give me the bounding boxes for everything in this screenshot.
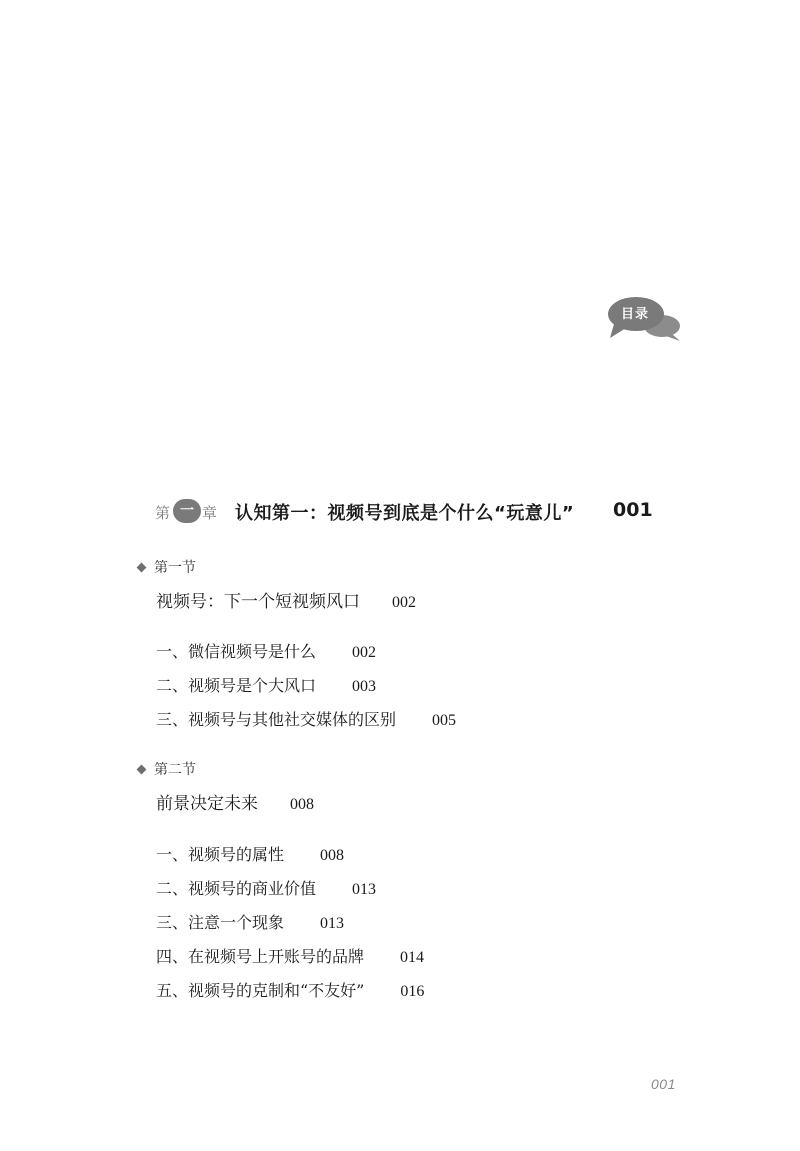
chapter-number: 一 xyxy=(180,503,194,519)
item-page-number: 005 xyxy=(432,712,457,729)
chapter-suffix: 章 xyxy=(202,504,218,522)
toc-item[interactable]: 五、视频号的克制和“不友好” 016 xyxy=(156,981,425,1000)
item-page-number: 014 xyxy=(400,949,425,966)
section-title[interactable]: 视频号：下一个短视频风口 002 xyxy=(156,592,416,612)
chapter-heading[interactable] xyxy=(155,497,675,527)
item-page-number: 013 xyxy=(352,881,377,898)
section-page-number: 008 xyxy=(290,796,314,813)
section-label: 第一节 xyxy=(138,557,196,577)
toc-item[interactable]: 三、注意一个现象 013 xyxy=(156,913,345,932)
item-page-number: 013 xyxy=(320,915,345,932)
chapter-page-number: 001 xyxy=(613,499,653,521)
toc-item[interactable]: 四、在视频号上开账号的品牌 014 xyxy=(156,947,425,966)
toc-item[interactable]: 二、视频号的商业价值 013 xyxy=(156,879,377,898)
toc-item[interactable]: 一、微信视频号是什么 002 xyxy=(156,642,377,661)
section-title[interactable]: 前景决定未来 008 xyxy=(156,794,314,814)
item-page-number: 003 xyxy=(352,678,377,695)
item-page-number: 008 xyxy=(320,847,345,864)
toc-item[interactable]: 三、视频号与其他社交媒体的区别 005 xyxy=(156,710,457,729)
toc-label: 目录 xyxy=(620,307,649,322)
toc-badge xyxy=(606,294,684,344)
toc-item[interactable]: 一、视频号的属性 008 xyxy=(156,845,345,864)
folio-page-number: 001 xyxy=(651,1076,676,1092)
section-label: 第二节 xyxy=(138,759,196,779)
chapter-number-badge xyxy=(173,499,201,523)
chapter-prefix: 第 xyxy=(155,504,171,522)
chapter-title: 认知第一：视频号到底是个什么“玩意儿” xyxy=(235,503,575,524)
diamond-bullet-icon xyxy=(137,765,147,775)
diamond-bullet-icon xyxy=(137,563,147,573)
section-page-number: 002 xyxy=(392,594,416,611)
item-page-number: 002 xyxy=(352,644,377,661)
item-page-number: 016 xyxy=(400,983,425,1000)
toc-item[interactable]: 二、视频号是个大风口 003 xyxy=(156,676,377,695)
